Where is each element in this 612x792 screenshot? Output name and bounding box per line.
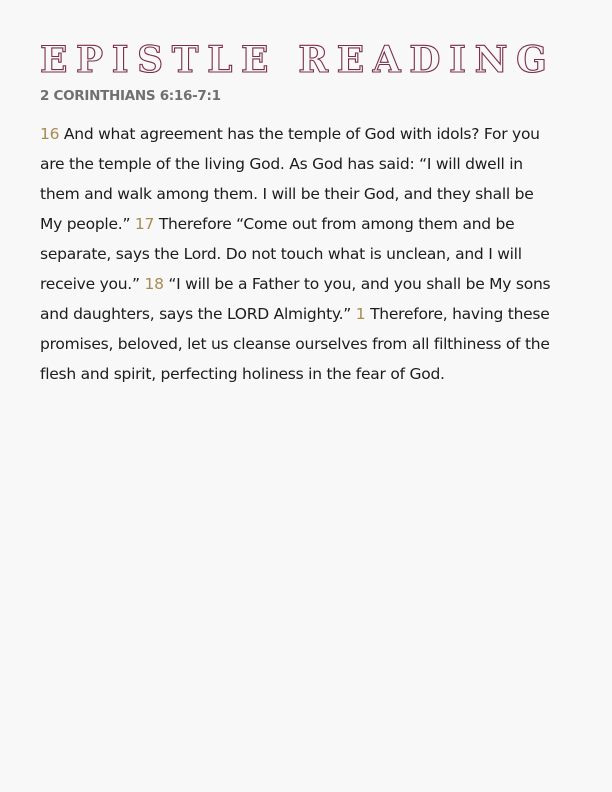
verse-number: 16: [40, 125, 60, 143]
verse-text: And what agreement has the temple of God with idols? For you are the temple of the living God. As God has said: “I will dwell in them and walk among them. I will be their God, and they shall be My people.”: [40, 125, 540, 233]
reading-page: [40, 40, 560, 405]
verse-number: 1: [355, 305, 366, 323]
scripture-reference: 2 CORINTHIANS 6:16-7:1: [40, 88, 221, 104]
verse-text: Therefore “Come out from among them and be separate, says the Lord. Do not touch what is unclean, and I will receive you.”: [40, 215, 522, 293]
passage-text: [40, 119, 560, 389]
page-title: EPISTLE READING: [40, 39, 556, 81]
verse-number: 18: [144, 275, 164, 293]
verse-text: “I will be a Father to you, and you shall be My sons and daughters, says the LORD Almighty.”: [40, 275, 551, 323]
verse-text: Therefore, having these promises, beloved, let us cleanse ourselves from all filthiness of the flesh and spirit, perfecting holiness in the fear of God.: [40, 305, 550, 383]
verse-number: 17: [134, 215, 155, 233]
